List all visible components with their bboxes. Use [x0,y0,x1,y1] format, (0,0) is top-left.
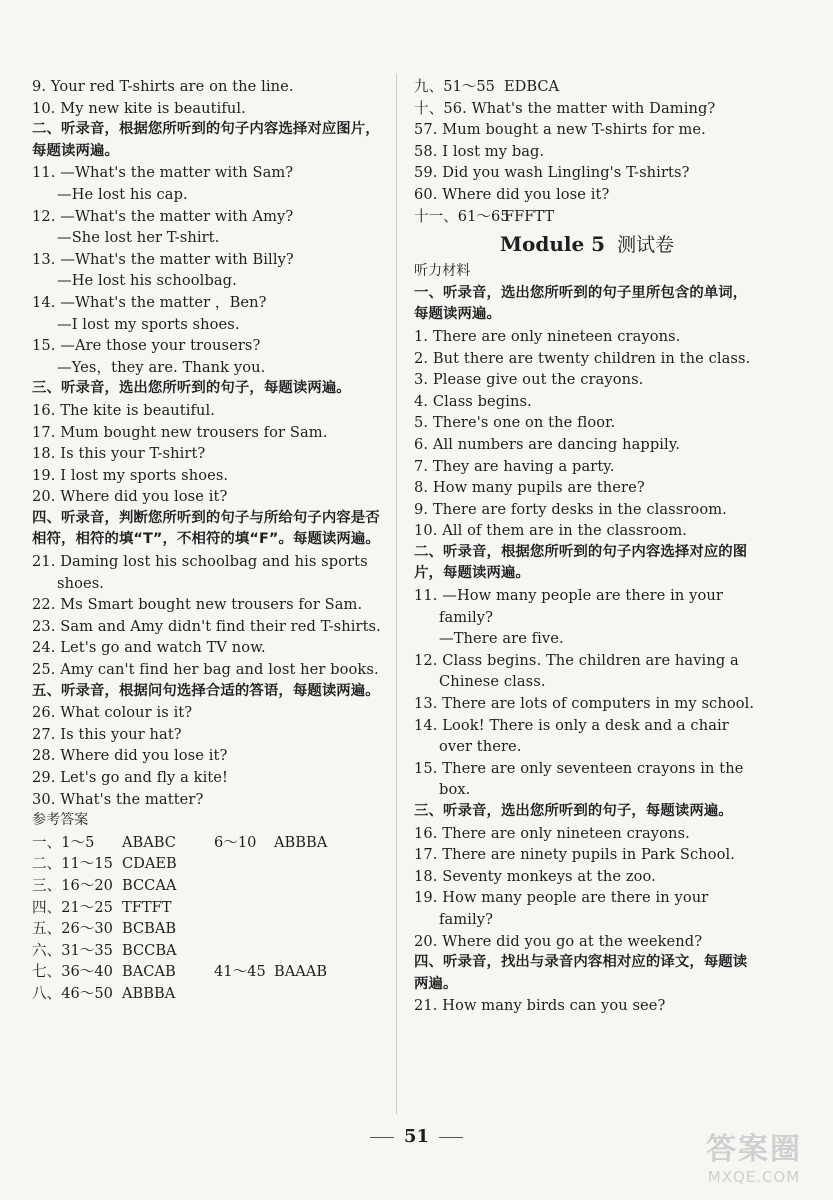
question: 28. Where did you lose it? [32,747,228,765]
answer-value: BCBAB [122,920,177,938]
answer-row [32,961,384,983]
text-line: 8. How many pupils are there? [414,479,645,497]
text-line: 10. All of them are in the classroom. [414,522,688,540]
answer-value: CDAEB [122,855,177,873]
section-heading: 三、听录音，选出您所听到的句子，每题读两遍。 [414,803,733,819]
text-line: 6. All numbers are dancing happily. [414,435,680,453]
answer-value: BCCAA [122,876,177,894]
answer-row [32,875,384,897]
text-line: 57. Mum bought a new T-shirts for me. [414,121,706,139]
answer-range: 六、31～35 [32,941,113,959]
text-line: 18. Seventy monkeys at the zoo. [414,867,656,885]
answer-line: —He lost his cap. [57,185,188,203]
answer-line: —He lost his schoolbag. [57,272,237,290]
page-number-dash [370,1137,394,1138]
text-line: 9. There are forty desks in the classroom. [414,500,727,518]
answer-range: 一、1～5 [32,833,95,851]
text-line: 58. I lost my bag. [414,142,545,160]
right-column [414,76,760,1017]
text-line: 20. Where did you go at the weekend? [414,932,703,950]
answer-value: BACAB [122,963,176,981]
answer-range: 41～45 [214,963,266,981]
text-line: 16. There are only nineteen crayons. [414,824,690,842]
answer-row [414,76,760,98]
answer-range: 九、51～55 [414,78,495,95]
question: 27. Is this your hat? [32,725,182,743]
answer-row [32,832,384,854]
left-column [32,76,384,1005]
page-number-dash [439,1137,463,1138]
text-line: 60. Where did you lose it? [414,185,610,203]
answer-value: TFTFT [122,898,172,916]
question: 19. I lost my sports shoes. [32,466,229,484]
answer-line: —Yes，they are. Thank you. [57,358,266,376]
answer-row [32,853,384,875]
question: 24. Let's go and watch TV now. [32,639,266,657]
site-watermark [689,1132,819,1192]
module-title-cn: 测试卷 [617,234,675,257]
question: 13. —What's the matter with Billy? [32,250,294,268]
answer-value: BAAAB [274,963,328,981]
text-line: 13. There are lots of computers in my school. [414,695,755,713]
answer-value: EDBCA [504,78,560,95]
page-number-text: 51 [403,1126,430,1147]
answer-value: ABBBA [122,984,176,1002]
question: 11. —What's the matter with Sam? [32,164,294,182]
answer-line: —I lost my sports shoes. [57,315,240,333]
question: 29. Let's go and fly a kite! [32,769,228,786]
section-heading: 一、听录音，选出您所听到的句子里所包含的单词，每题读两遍。 [414,284,748,323]
text-line: 21. How many birds can you see? [414,997,666,1015]
text-line: 14. Look! There is only a desk and a chair over there. [414,716,729,756]
answer-line: —There are five. [439,630,564,648]
text-line: 10. My new kite is beautiful. [32,99,246,117]
answer-range: 6～10 [214,833,257,851]
section-heading: 二、听录音，根据您所听到的句子内容选择对应的图片，每题读两遍。 [414,543,748,582]
text-line: 7. They are having a party. [414,457,615,475]
question: 25. Amy can't find her bag and lost her books. [32,661,379,679]
text-line: 11. —How many people are there in your family? [414,587,723,626]
watermark-url: MXQE.COM [707,1168,801,1186]
column-divider [396,74,397,1114]
watermark-logo-text: 答案圈 [706,1132,802,1167]
module-title [414,229,760,260]
listening-material-heading: 听力材料 [414,263,471,280]
answer-range: 十一、61～65 [414,207,510,225]
answer-row [32,940,384,962]
answer-range: 五、26～30 [32,920,113,938]
text-line: 5. There's one on the floor. [414,414,616,432]
answer-value: ABABC [122,833,176,851]
answer-row [32,897,384,919]
section-heading: 五、听录音，根据问句选择合适的答语，每题读两遍。 [32,682,380,699]
section-heading: 二、听录音，根据您所听到的句子内容选择对应图片，每题读两遍。 [32,121,380,159]
question: 26. What colour is it? [32,704,193,722]
question: 30. What's the matter? [32,790,204,808]
module-title-en: Module 5 [499,232,606,257]
text-line: 12. Class begins. The children are having a Chinese class. [414,651,739,691]
answer-range: 四、21～25 [32,898,113,916]
answer-value: BCCBA [122,941,177,959]
answer-range: 八、46～50 [32,984,113,1002]
answer-range: 七、36～40 [32,963,113,981]
text-line: 15. There are only seventeen crayons in the box. [414,759,744,799]
question: 15. —Are those your trousers? [32,337,261,355]
answer-line: —She lost her T-shirt. [57,229,220,247]
text-line: 9. Your red T-shirts are on the line. [32,78,294,95]
text-line: 4. Class begins. [414,392,532,410]
question: 20. Where did you lose it? [32,488,228,506]
text-line: 1. There are only nineteen crayons. [414,327,681,345]
question: 14. —What's the matter ，Ben? [32,293,267,311]
text-line: 2. But there are twenty children in the class. [414,349,751,367]
text-line: 17. There are ninety pupils in Park School. [414,846,735,864]
text-line: 19. How many people are there in your family? [414,889,709,928]
reference-answers-heading: 参考答案 [32,812,89,829]
answer-row [32,918,384,940]
answer-value: FFFTT [504,207,555,225]
section-heading: 四、听录音，找出与录音内容相对应的译文，每题读两遍。 [414,954,748,992]
section-heading: 三、听录音，选出您所听到的句子，每题读两遍。 [32,380,351,397]
answer-row [32,983,384,1005]
answer-value: ABBBA [274,833,328,851]
answer-range: 二、11～15 [32,855,113,873]
question: 22. Ms Smart bought new trousers for Sam. [32,596,363,614]
text-line: 3. Please give out the crayons. [414,371,644,389]
answer-row [414,206,760,228]
question: 21. Daming lost his schoolbag and his sports shoes. [32,553,368,592]
text-line: 十、56. What's the matter with Daming? [414,99,716,117]
section-heading: 四、听录音，判断您所听到的句子与所给句子内容是否相符，相符的填“T”，不相符的填“F”。每题读两遍。 [32,509,380,548]
text-line: 59. Did you wash Lingling's T-shirts? [414,164,690,182]
question: 17. Mum bought new trousers for Sam. [32,423,328,441]
question: 16. The kite is beautiful. [32,401,216,419]
question: 18. Is this your T-shirt? [32,445,206,463]
answer-range: 三、16～20 [32,876,113,894]
question: 23. Sam and Amy didn't find their red T-shirts. [32,617,381,635]
question: 12. —What's the matter with Amy? [32,207,294,225]
